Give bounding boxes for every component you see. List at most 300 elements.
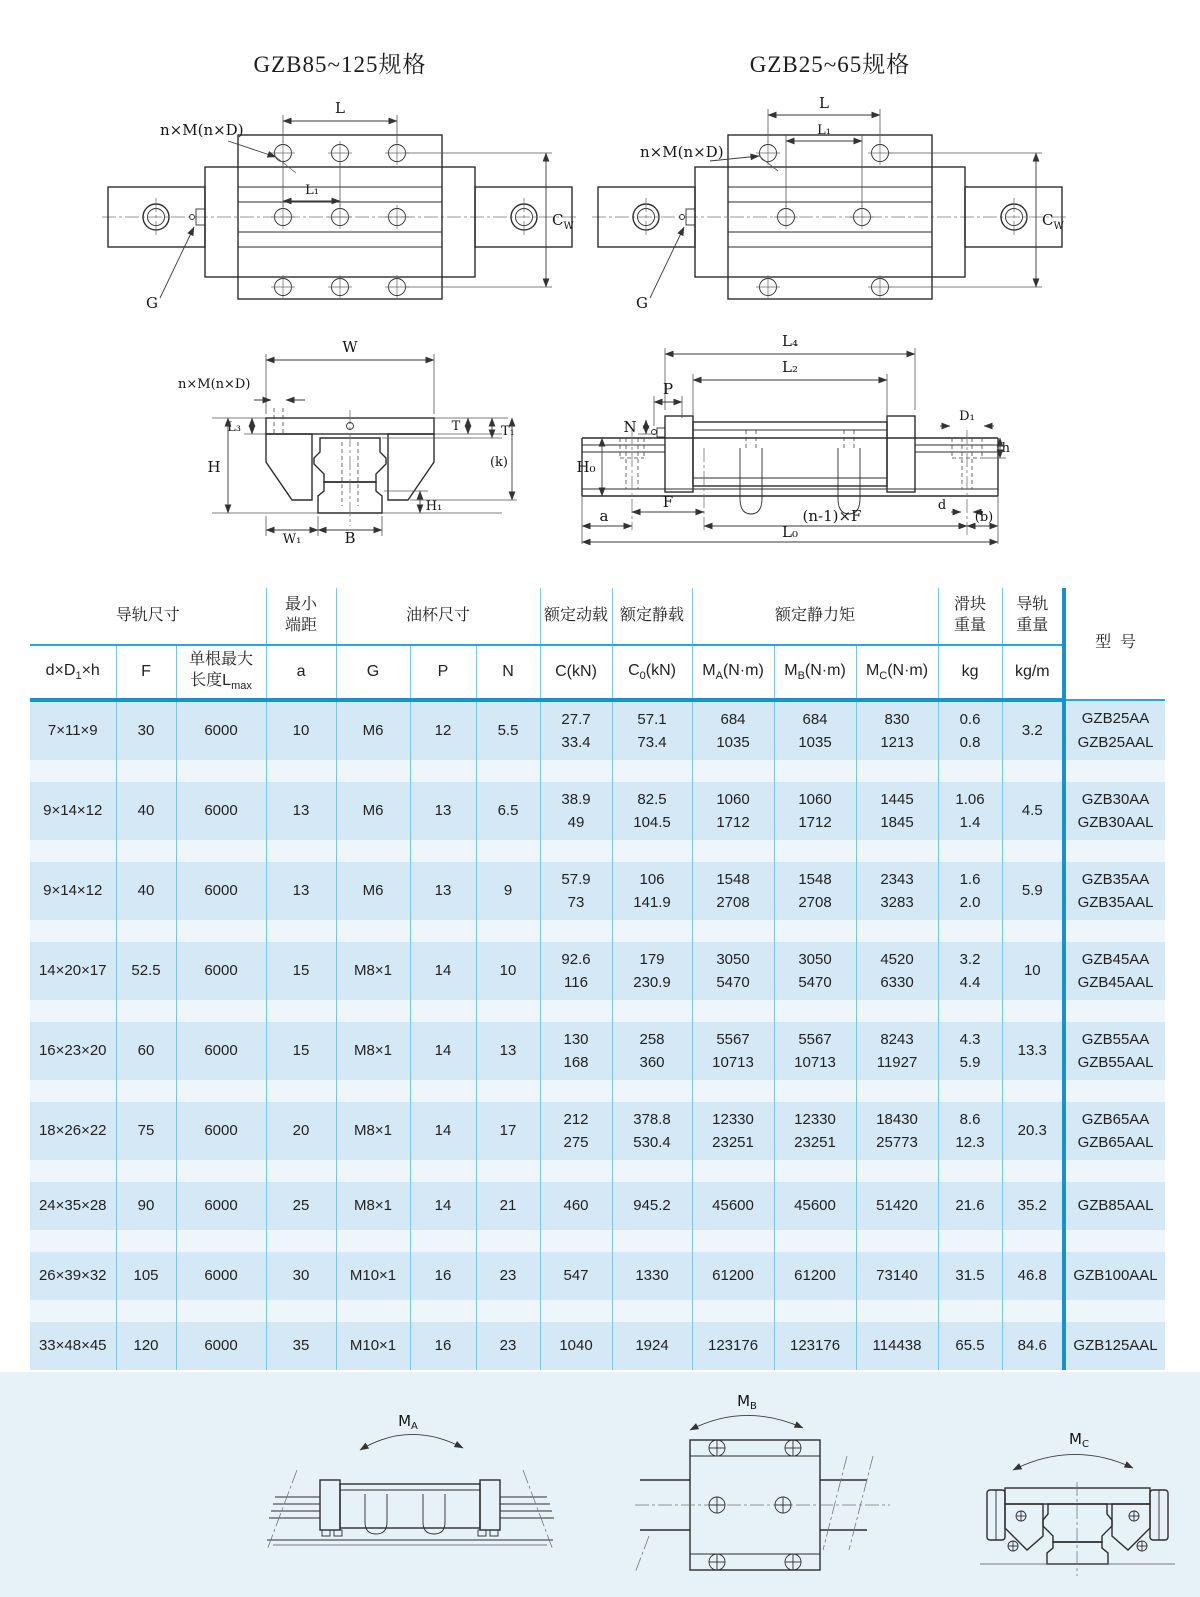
spacer-cell <box>116 840 176 862</box>
spacer-cell <box>410 1230 476 1252</box>
dim-label-nxm: n×M(n×D) <box>160 121 244 139</box>
cell: 14 <box>410 1102 476 1160</box>
dim-label-nxm: n×M(n×D) <box>640 143 724 161</box>
cell: 16×23×20 <box>30 1022 116 1080</box>
cell: 12 <box>410 700 476 760</box>
spacer-cell <box>612 1160 692 1182</box>
cell: 9×14×12 <box>30 782 116 840</box>
dim-label-w1: W₁ <box>282 532 302 545</box>
spacer-cell <box>1064 1160 1165 1182</box>
cell: 120 <box>116 1322 176 1370</box>
cell: 5.9 <box>1002 862 1064 920</box>
spacer-cell <box>176 1160 266 1182</box>
spacer-row <box>30 1160 1165 1182</box>
spacer-cell <box>938 920 1002 942</box>
cell: 45600 <box>774 1182 856 1230</box>
dim-label-t1: T₁ <box>501 424 515 439</box>
spacer-cell <box>774 1230 856 1252</box>
dim-label-b: (b) <box>974 510 994 525</box>
spacer-cell <box>476 1230 540 1252</box>
side-view-drawing <box>570 330 1010 550</box>
table-row <box>30 1252 1165 1300</box>
spacer-cell <box>1002 920 1064 942</box>
spacer-row <box>30 1300 1165 1322</box>
cell: 4.5 <box>1002 782 1064 840</box>
cell: 5567 10713 <box>774 1022 856 1080</box>
cell: 23 <box>476 1252 540 1300</box>
spacer-cell <box>336 1160 410 1182</box>
model-cell: GZB35AA GZB35AAL <box>1064 862 1165 920</box>
spacer-cell <box>336 1300 410 1322</box>
dim-label-h0: H₀ <box>576 458 596 476</box>
dim-label-l: L <box>335 99 345 117</box>
model-cell: GZB45AA GZB45AAL <box>1064 942 1165 1000</box>
spacer-cell <box>774 1300 856 1322</box>
moment-mc-diagram <box>965 1408 1190 1583</box>
cell: 10 <box>266 700 336 760</box>
dim-label-h1: H₁ <box>425 499 443 514</box>
group-header: 油杯尺寸 <box>336 588 540 645</box>
spacer-cell <box>410 760 476 782</box>
spacer-cell <box>1002 1230 1064 1252</box>
spacer-cell <box>116 920 176 942</box>
plan-view-large-drawing <box>100 95 580 325</box>
cell: 6.5 <box>476 782 540 840</box>
spacer-cell <box>410 840 476 862</box>
column-header: kg/m <box>1002 645 1064 700</box>
cell: 9 <box>476 862 540 920</box>
model-header: 型 号 <box>1064 588 1165 700</box>
spacer-cell <box>116 760 176 782</box>
cell: 0.6 0.8 <box>938 700 1002 760</box>
cell: 13 <box>410 782 476 840</box>
cell: 10 <box>476 942 540 1000</box>
spacer-row <box>30 1230 1165 1252</box>
spacer-cell <box>692 920 774 942</box>
column-header: P <box>410 645 476 700</box>
spacer-cell <box>176 760 266 782</box>
cell: 33×48×45 <box>30 1322 116 1370</box>
spacer-cell <box>266 1000 336 1022</box>
spacer-cell <box>176 1300 266 1322</box>
table-row <box>30 862 1165 920</box>
spacer-cell <box>612 760 692 782</box>
cell: 73140 <box>856 1252 938 1300</box>
cell: 14×20×17 <box>30 942 116 1000</box>
spacer-cell <box>938 840 1002 862</box>
cell: 12330 23251 <box>774 1102 856 1160</box>
spacer-cell <box>266 1160 336 1182</box>
cell: 130 168 <box>540 1022 612 1080</box>
spacer-cell <box>1064 840 1165 862</box>
group-header: 额定动载 <box>540 588 612 645</box>
spacer-cell <box>176 1080 266 1102</box>
cell: 6000 <box>176 1022 266 1080</box>
cell: 21 <box>476 1182 540 1230</box>
spacer-cell <box>1064 1000 1165 1022</box>
group-header: 导轨尺寸 <box>30 588 266 645</box>
dim-label-nf: (n-1)×F <box>802 507 862 525</box>
spacer-cell <box>30 1300 116 1322</box>
model-cell: GZB65AA GZB65AAL <box>1064 1102 1165 1160</box>
moment-label-mb: $M_B$ <box>737 1392 757 1412</box>
cell: 1330 <box>612 1252 692 1300</box>
cell: 13 <box>410 862 476 920</box>
spacer-cell <box>476 1000 540 1022</box>
spacer-cell <box>938 1230 1002 1252</box>
cell: 3.2 4.4 <box>938 942 1002 1000</box>
table-head <box>30 588 1165 700</box>
cell: 123176 <box>692 1322 774 1370</box>
dim-label-l: L <box>819 95 829 112</box>
spacer-cell <box>1064 1230 1165 1252</box>
cell: 17 <box>476 1102 540 1160</box>
cell: 547 <box>540 1252 612 1300</box>
spacer-cell <box>540 840 612 862</box>
dim-label-g: G <box>636 294 648 312</box>
cell: 1.6 2.0 <box>938 862 1002 920</box>
spacer-cell <box>774 840 856 862</box>
cell: M8×1 <box>336 942 410 1000</box>
moment-mb-diagram <box>635 1388 895 1588</box>
spacer-cell <box>1002 760 1064 782</box>
cell: 6000 <box>176 1252 266 1300</box>
cell: 45600 <box>692 1182 774 1230</box>
spacer-cell <box>692 760 774 782</box>
spacer-cell <box>540 760 612 782</box>
cell: 8243 11927 <box>856 1022 938 1080</box>
moment-label-ma: $M_A$ <box>398 1412 418 1432</box>
cell: 1060 1712 <box>692 782 774 840</box>
spacer-cell <box>856 1300 938 1322</box>
column-header: $M_B(N\cdot m)$ <box>774 645 856 700</box>
dim-label-d: d <box>937 498 947 513</box>
cell: 25 <box>266 1182 336 1230</box>
dim-label-l1: L₁ <box>817 123 831 138</box>
spacer-cell <box>938 1080 1002 1102</box>
cell: 1924 <box>612 1322 692 1370</box>
dim-label-l4: L₄ <box>782 332 798 350</box>
spacer-cell <box>336 1080 410 1102</box>
spacer-cell <box>774 760 856 782</box>
cell: 123176 <box>774 1322 856 1370</box>
cell: 13 <box>266 862 336 920</box>
spacer-cell <box>30 760 116 782</box>
table-body <box>30 700 1165 1370</box>
cell: 3.2 <box>1002 700 1064 760</box>
cell: 460 <box>540 1182 612 1230</box>
cell: 2343 3283 <box>856 862 938 920</box>
column-header: $d\times D_1\times h$ <box>30 645 116 700</box>
table-row <box>30 1022 1165 1080</box>
cell: 40 <box>116 862 176 920</box>
dim-label-d1: D₁ <box>959 409 975 424</box>
spacer-cell <box>856 920 938 942</box>
plan-view-small-drawing <box>590 95 1070 325</box>
spacer-cell <box>938 1160 1002 1182</box>
cell: 52.5 <box>116 942 176 1000</box>
spacer-row <box>30 840 1165 862</box>
cell: M6 <box>336 700 410 760</box>
spacer-cell <box>856 1160 938 1182</box>
cell: 46.8 <box>1002 1252 1064 1300</box>
cell: 3050 5470 <box>774 942 856 1000</box>
cell: 1548 2708 <box>692 862 774 920</box>
spacer-cell <box>692 1230 774 1252</box>
cell: 5567 10713 <box>692 1022 774 1080</box>
spacer-cell <box>1002 1080 1064 1102</box>
dim-label-w: W <box>342 338 358 356</box>
cell: 20 <box>266 1102 336 1160</box>
cell: 23 <box>476 1322 540 1370</box>
spacer-cell <box>938 1000 1002 1022</box>
spacer-cell <box>476 1300 540 1322</box>
cell: 12330 23251 <box>692 1102 774 1160</box>
cell: 4.3 5.9 <box>938 1022 1002 1080</box>
cell: 6000 <box>176 1322 266 1370</box>
dim-label-cw: $C_W$ <box>1042 211 1064 232</box>
cell: 7×11×9 <box>30 700 116 760</box>
cell: 38.9 49 <box>540 782 612 840</box>
column-header: 单根最大 长度$L_{max}$ <box>176 645 266 700</box>
spacer-cell <box>410 920 476 942</box>
cell: 6000 <box>176 782 266 840</box>
cell: 15 <box>266 942 336 1000</box>
spacer-cell <box>1064 1300 1165 1322</box>
spacer-cell <box>856 1000 938 1022</box>
spacer-cell <box>774 1160 856 1182</box>
spacer-cell <box>540 1080 612 1102</box>
cell: 61200 <box>692 1252 774 1300</box>
spacer-cell <box>476 1080 540 1102</box>
column-header: F <box>116 645 176 700</box>
spacer-cell <box>1002 840 1064 862</box>
spacer-cell <box>410 1160 476 1182</box>
spacer-cell <box>938 1300 1002 1322</box>
spacer-cell <box>540 1300 612 1322</box>
cell: 27.7 33.4 <box>540 700 612 760</box>
spacer-cell <box>692 840 774 862</box>
cell: 684 1035 <box>774 700 856 760</box>
dim-label-l3: L₃ <box>227 420 241 435</box>
dim-label-f: F <box>662 493 674 511</box>
spacer-cell <box>176 920 266 942</box>
spacer-cell <box>116 1080 176 1102</box>
cell: 31.5 <box>938 1252 1002 1300</box>
group-header: 额定静力矩 <box>692 588 938 645</box>
column-header: $C_0(kN)$ <box>612 645 692 700</box>
cell: 6000 <box>176 862 266 920</box>
table-row <box>30 700 1165 760</box>
spacer-cell <box>612 1000 692 1022</box>
spacer-cell <box>266 1080 336 1102</box>
spacer-cell <box>856 1080 938 1102</box>
spacer-cell <box>1002 1300 1064 1322</box>
spacer-cell <box>1064 760 1165 782</box>
spacer-cell <box>266 840 336 862</box>
spacer-cell <box>176 1230 266 1252</box>
spacer-cell <box>612 840 692 862</box>
cell: 114438 <box>856 1322 938 1370</box>
cell: 84.6 <box>1002 1322 1064 1370</box>
spacer-cell <box>410 1080 476 1102</box>
spacer-cell <box>612 1080 692 1102</box>
spacer-cell <box>612 1230 692 1252</box>
cell: 18×26×22 <box>30 1102 116 1160</box>
cell: M6 <box>336 862 410 920</box>
cell: 24×35×28 <box>30 1182 116 1230</box>
spacer-cell <box>30 1080 116 1102</box>
spacer-cell <box>1002 1160 1064 1182</box>
cell: 1445 1845 <box>856 782 938 840</box>
cell: M6 <box>336 782 410 840</box>
dim-label-g: G <box>146 294 158 312</box>
dim-label-h: h <box>1001 441 1010 456</box>
cell: M8×1 <box>336 1102 410 1160</box>
cell: 13.3 <box>1002 1022 1064 1080</box>
cell: 82.5 104.5 <box>612 782 692 840</box>
cell: 6000 <box>176 1182 266 1230</box>
cell: 75 <box>116 1102 176 1160</box>
column-header: $M_A(N\cdot m)$ <box>692 645 774 700</box>
cell: 258 360 <box>612 1022 692 1080</box>
group-header: 滑块 重量 <box>938 588 1002 645</box>
cell: 21.6 <box>938 1182 1002 1230</box>
spacer-cell <box>692 1080 774 1102</box>
model-cell: GZB30AA GZB30AAL <box>1064 782 1165 840</box>
model-cell: GZB85AAL <box>1064 1182 1165 1230</box>
spacer-cell <box>938 760 1002 782</box>
cell: 4520 6330 <box>856 942 938 1000</box>
spacer-cell <box>476 920 540 942</box>
cell: 830 1213 <box>856 700 938 760</box>
cell: 90 <box>116 1182 176 1230</box>
spacer-cell <box>410 1300 476 1322</box>
cell: 5.5 <box>476 700 540 760</box>
spacer-cell <box>540 1000 612 1022</box>
section-title-left: GZB85~125规格 <box>253 52 427 77</box>
cell: 13 <box>266 782 336 840</box>
spacer-cell <box>30 1160 116 1182</box>
spacer-row <box>30 920 1165 942</box>
column-header: N <box>476 645 540 700</box>
dim-label-b: B <box>344 529 356 545</box>
model-cell: GZB25AA GZB25AAL <box>1064 700 1165 760</box>
cell: 3050 5470 <box>692 942 774 1000</box>
cross-section-drawing <box>170 330 530 545</box>
spacer-cell <box>30 920 116 942</box>
spacer-cell <box>266 1300 336 1322</box>
group-header: 导轨 重量 <box>1002 588 1064 645</box>
cell: M10×1 <box>336 1252 410 1300</box>
spacer-cell <box>540 1230 612 1252</box>
cell: 20.3 <box>1002 1102 1064 1160</box>
spacer-cell <box>774 920 856 942</box>
spacer-cell <box>540 920 612 942</box>
model-cell: GZB125AAL <box>1064 1322 1165 1370</box>
spacer-cell <box>856 1230 938 1252</box>
table-row <box>30 1102 1165 1160</box>
column-header: G <box>336 645 410 700</box>
model-cell: GZB100AAL <box>1064 1252 1165 1300</box>
cell: 6000 <box>176 942 266 1000</box>
spacer-cell <box>410 1000 476 1022</box>
group-header: 最小 端距 <box>266 588 336 645</box>
spacer-cell <box>612 920 692 942</box>
dim-label-n: N <box>623 418 637 436</box>
spec-table <box>30 588 1165 1370</box>
cell: 1040 <box>540 1322 612 1370</box>
cell: 35.2 <box>1002 1182 1064 1230</box>
cell: 1548 2708 <box>774 862 856 920</box>
dim-label-h: H <box>207 458 221 476</box>
column-header: a <box>266 645 336 700</box>
spacer-cell <box>336 920 410 942</box>
spacer-row <box>30 1000 1165 1022</box>
dim-label-nxm: n×M(n×D) <box>178 377 251 392</box>
dim-label-l2: L₂ <box>782 358 798 376</box>
spacer-cell <box>692 1300 774 1322</box>
spacer-cell <box>692 1000 774 1022</box>
spacer-row <box>30 760 1165 782</box>
model-cell: GZB55AA GZB55AAL <box>1064 1022 1165 1080</box>
cell: 57.1 73.4 <box>612 700 692 760</box>
spacer-cell <box>476 840 540 862</box>
spacer-row <box>30 1080 1165 1102</box>
cell: 105 <box>116 1252 176 1300</box>
cell: 30 <box>266 1252 336 1300</box>
spacer-cell <box>30 840 116 862</box>
cell: 30 <box>116 700 176 760</box>
group-header: 额定静载 <box>612 588 692 645</box>
spacer-cell <box>612 1300 692 1322</box>
spacer-cell <box>336 1000 410 1022</box>
cell: 378.8 530.4 <box>612 1102 692 1160</box>
cell: 16 <box>410 1322 476 1370</box>
cell: 13 <box>476 1022 540 1080</box>
cell: 26×39×32 <box>30 1252 116 1300</box>
moment-label-mc: $M_C$ <box>1069 1430 1089 1450</box>
table-row <box>30 782 1165 840</box>
cell: 51420 <box>856 1182 938 1230</box>
cell: 16 <box>410 1252 476 1300</box>
cell: 40 <box>116 782 176 840</box>
dim-label-k: (k) <box>489 455 509 470</box>
spacer-cell <box>266 760 336 782</box>
spacer-cell <box>30 1000 116 1022</box>
cell: 1060 1712 <box>774 782 856 840</box>
spacer-cell <box>476 760 540 782</box>
dim-label-a: a <box>599 507 609 525</box>
cell: 8.6 12.3 <box>938 1102 1002 1160</box>
spacer-cell <box>774 1000 856 1022</box>
cell: 35 <box>266 1322 336 1370</box>
spacer-cell <box>176 840 266 862</box>
spacer-cell <box>116 1000 176 1022</box>
spacer-cell <box>1064 920 1165 942</box>
dim-label-l1: L₁ <box>305 183 319 198</box>
cell: 57.9 73 <box>540 862 612 920</box>
cell: 179 230.9 <box>612 942 692 1000</box>
cell: M8×1 <box>336 1182 410 1230</box>
spacer-cell <box>336 1230 410 1252</box>
cell: 106 141.9 <box>612 862 692 920</box>
table-row <box>30 942 1165 1000</box>
cell: 9×14×12 <box>30 862 116 920</box>
cell: 65.5 <box>938 1322 1002 1370</box>
cell: M10×1 <box>336 1322 410 1370</box>
cell: 684 1035 <box>692 700 774 760</box>
